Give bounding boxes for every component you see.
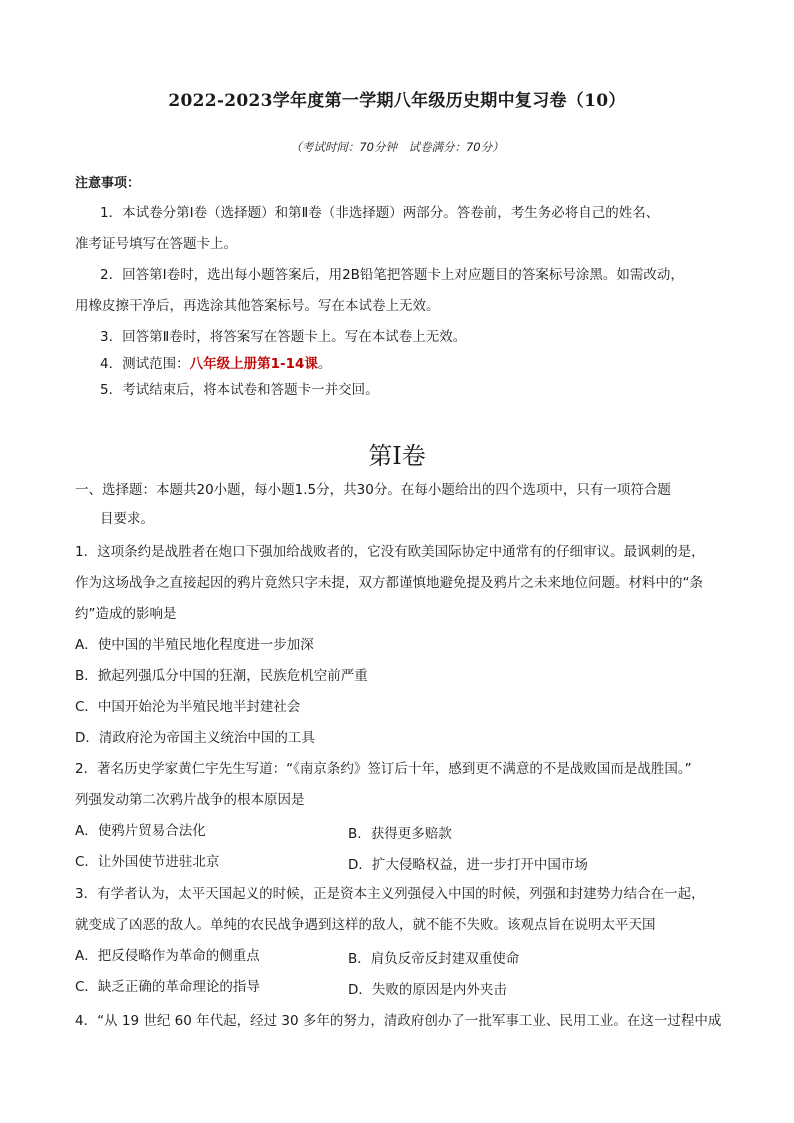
question-2-option-d: D．扩大侵略权益，进一步打开中国市场	[348, 857, 588, 873]
question-3-option-a: A．把反侵略作为革命的侧重点	[75, 948, 260, 964]
question-3-option-b: B．肩负反帝反封建双重使命	[348, 951, 520, 967]
question-1-line-2: 作为这场战争之直接起因的鸦片竟然只字未提，双方都谨慎地避免提及鸦片之未来地位问题。材料中的“条	[75, 575, 703, 591]
part-1-instruction-line-1: 一、选择题：本题共20小题，每小题1.5分，共30分。在每小题给出的四个选项中，只有一项符合题	[75, 482, 671, 498]
page-title: 2022-2023学年度第一学期八年级历史期中复习卷（10）	[168, 91, 626, 111]
question-1-option-b: B．掀起列强瓜分中国的狂潮，民族危机空前严重	[75, 668, 368, 684]
question-1-option-d: D．清政府沦为帝国主义统治中国的工具	[75, 730, 315, 746]
question-1-line-1: 1．这项条约是战胜者在炮口下强加给战败者的，它没有欧美国际协定中通常有的仔细审议。最讽刺的是，	[75, 544, 705, 560]
test-range: 八年级上册第1-14课	[189, 356, 318, 372]
question-2-option-b: B．获得更多赔款	[348, 826, 452, 842]
notice-item-4-suffix: 。	[317, 356, 332, 372]
notice-item-5: 5．考试结束后，将本试卷和答题卡一并交回。	[100, 382, 379, 398]
question-3-line-1: 3．有学者认为，太平天国起义的时候，正是资本主义列强侵入中国的时候，列强和封建势力结合在一起，	[75, 886, 705, 902]
question-3-option-d: D．失败的原因是内外夹击	[348, 982, 507, 998]
notice-item-2-line-1: 2．回答第Ⅰ卷时，选出每小题答案后，用2B铅笔把答题卡上对应题目的答案标号涂黑。如需改动，	[100, 267, 684, 283]
question-1-option-a: A．使中国的半殖民地化程度进一步加深	[75, 637, 314, 653]
section-title: 第Ⅰ卷	[368, 442, 426, 470]
question-1-line-3: 约”造成的影响是	[75, 606, 177, 622]
notice-item-1-line-2: 准考证号填写在答题卡上。	[75, 236, 237, 252]
question-3-option-c: C．缺乏正确的革命理论的指导	[75, 979, 260, 995]
question-2-option-c: C．让外国使节进驻北京	[75, 854, 220, 870]
question-1-option-c: C．中国开始沦为半殖民地半封建社会	[75, 699, 301, 715]
question-2-option-a: A．使鸦片贸易合法化	[75, 823, 206, 839]
part-1-instruction-line-2: 目要求。	[100, 511, 154, 527]
notice-heading: 注意事项：	[75, 176, 141, 191]
notice-item-4	[100, 355, 331, 373]
question-3-line-2: 就变成了凶恶的敌人。单纯的农民战争遇到这样的敌人，就不能不失败。该观点旨在说明太平天国	[75, 917, 656, 933]
question-2-line-2: 列强发动第二次鸦片战争的根本原因是	[75, 792, 305, 808]
question-4-line-1: 4．“从 19 世纪 60 年代起，经过 30 多年的努力，清政府创办了一批军事工业、民用工业。在这一过程中成	[75, 1013, 722, 1029]
notice-item-3: 3．回答第Ⅱ卷时，将答案写在答题卡上。写在本试卷上无效。	[100, 329, 467, 345]
notice-item-1-line-1: 1．本试卷分第Ⅰ卷（选择题）和第Ⅱ卷（非选择题）两部分。答卷前，考生务必将自己的姓名、	[100, 205, 660, 221]
exam-info: （考试时间：70分钟 试卷满分：70分）	[290, 140, 504, 154]
notice-item-4-prefix: 4．测试范围：	[100, 356, 190, 372]
notice-item-2-line-2: 用橡皮擦干净后，再选涂其他答案标号。写在本试卷上无效。	[75, 298, 440, 314]
question-2-line-1: 2．著名历史学家黄仁宇先生写道：“《南京条约》签订后十年，感到更不满意的不是战败国而是战胜国。”	[75, 761, 692, 777]
